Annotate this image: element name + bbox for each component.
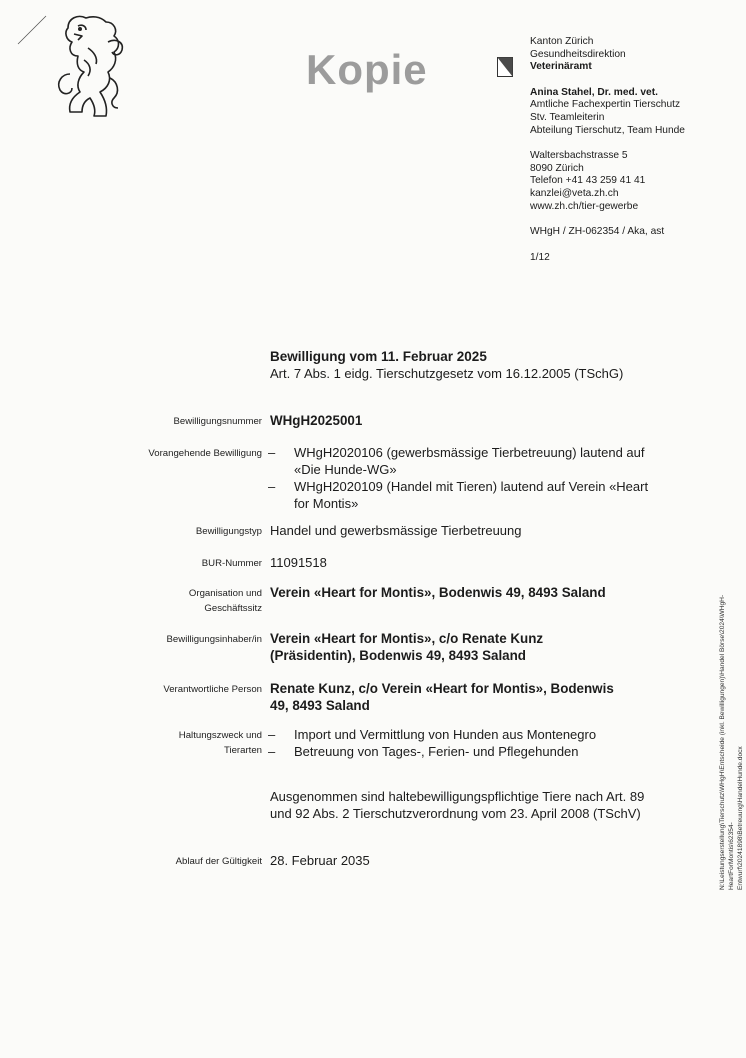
- title-block: [270, 348, 623, 382]
- document-subtitle: Art. 7 Abs. 1 eidg. Tierschutzgesetz vom 16.12.2005 (TSchG): [270, 366, 624, 381]
- field-value: WHgH2025001: [270, 413, 363, 428]
- list-item: – Import und Vermittlung von Hunden aus Montenegro: [268, 727, 597, 742]
- zurich-lion-icon: [48, 12, 128, 120]
- person-name: Anina Stahel, Dr. med. vet.: [530, 86, 658, 98]
- list-item: – WHgH2020106 (gewerbsmässige Tierbetreuung) lautend auf «Die Hunde-WG»: [268, 445, 645, 477]
- exception-note: Ausgenommen sind haltebewilligungspflichtige Tiere nach Art. 89 und 92 Abs. 2 Tierschutzverordnung vom 23. April 2008 (TSchV): [270, 789, 645, 821]
- office-name: Veterinäramt: [530, 61, 592, 73]
- letterhead: [530, 36, 685, 264]
- field-value: Renate Kunz, c/o Verein «Heart for Montis», Bodenwis 49, 8493 Saland: [270, 681, 614, 713]
- email: kanzlei@veta.zh.ch: [530, 187, 619, 199]
- previous-list: [268, 444, 663, 512]
- field-label: Bewilligungsnummer: [173, 416, 262, 427]
- field-value: Verein «Heart for Montis», c/o Renate Kunz (Präsidentin), Bodenwis 49, 8493 Saland: [270, 631, 544, 663]
- address-line: Waltersbachstrasse 5: [530, 150, 628, 162]
- field-label: Haltungszweck und Tierarten: [178, 730, 262, 756]
- field-value: 28. Februar 2035: [270, 853, 370, 868]
- zurich-flag-icon: [497, 57, 513, 77]
- page-number: 1/12: [530, 251, 550, 263]
- copy-stamp: Kopie: [306, 46, 428, 93]
- reference: WHgH / ZH-062354 / Aka, ast: [530, 226, 665, 238]
- website: www.zh.ch/tier-gewerbe: [530, 200, 639, 212]
- field-label: Verantwortliche Person: [163, 684, 262, 695]
- phone: Telefon +41 43 259 41 41: [530, 175, 646, 187]
- pen-mark: [16, 14, 48, 46]
- field-value: Verein «Heart for Montis», Bodenwis 49, 8493 Saland: [270, 585, 606, 600]
- field-label: Bewilligungstyp: [195, 526, 262, 537]
- person-role: Amtliche Fachexpertin Tierschutz: [530, 99, 681, 111]
- document-title: Bewilligung vom 11. Februar 2025: [270, 349, 487, 364]
- list-item: – WHgH2020109 (Handel mit Tieren) lautend auf Verein «Heart for Montis»: [268, 479, 649, 511]
- person-role: Abteilung Tierschutz, Team Hunde: [530, 124, 685, 136]
- field-label: Organisation und Geschäftssitz: [188, 588, 262, 614]
- authority-line: Kanton Zürich: [530, 36, 594, 47]
- field-label: Ablauf der Gültigkeit: [175, 856, 262, 867]
- person-role: Stv. Teamleiterin: [530, 111, 605, 123]
- field-label: Bewilligungsinhaber/in: [166, 634, 262, 645]
- field-label: BUR-Nummer: [201, 558, 262, 569]
- authority-line: Gesundheitsdirektion: [530, 48, 626, 60]
- list-item: – Betreuung von Tages-, Ferien- und Pflegehunden: [268, 744, 579, 759]
- purpose-list: [268, 726, 663, 760]
- field-label: Vorangehende Bewilligung: [148, 448, 262, 459]
- file-path: N:\Leistungserstellung\Tierschutz\WHgH\Entscheide (inkl. Bewilligungen)\Handel Börse\2024\WHgH-HeartForMontis\62354- Entwurf\20241898\Betreuung\HandelHunde.docx: [719, 594, 744, 890]
- field-value: 11091518: [270, 555, 327, 570]
- field-value: Handel und gewerbsmässige Tierbetreuung: [270, 523, 522, 538]
- address-line: 8090 Zürich: [530, 162, 584, 174]
